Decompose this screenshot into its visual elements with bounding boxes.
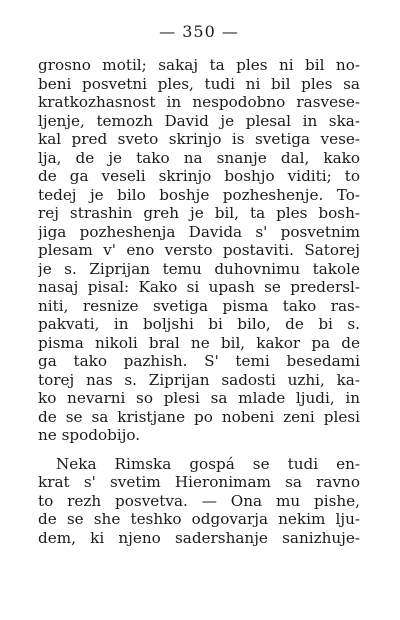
paragraph-2	[38, 455, 360, 548]
text-line: tedej je bilo boshje pozheshenje. To-	[38, 185, 360, 204]
text-line: niti, resnize svetiga pisma tako ras-	[38, 296, 360, 315]
text-line: rej strashin greh je bil, ta ples bosh-	[38, 204, 360, 222]
text-line: to rezh posvetva. — Ona mu pishe,	[38, 491, 360, 510]
paragraph-gap	[38, 445, 360, 455]
text-line: de ga veseli skrinjo boshjo viditi; to	[38, 167, 360, 185]
text-line: dem, ki njeno sadershanje sanizhuje-	[38, 528, 360, 547]
text-line: kratkozhasnost in nespodobno rasvese-	[38, 93, 360, 111]
text-line: ga tako pazhish. S' temi besedami	[38, 352, 360, 370]
text-line: krat s' svetim Hieronimam sa ravno	[38, 473, 360, 491]
paragraph-1	[38, 56, 360, 445]
page-number: — 350 —	[159, 22, 239, 41]
text-line: nasaj pisal: Kako si upash se predersl-	[38, 278, 360, 296]
text-line: torej nas s. Ziprijan sadosti uzhi, ka-	[38, 370, 360, 389]
text-line: de se sa kristjane po nobeni zeni plesi	[38, 407, 360, 426]
text-line: pakvati, in boljshi bi bilo, de bi s.	[38, 315, 360, 333]
text-line: je s. Ziprijan temu duhovnimu takole	[38, 259, 360, 278]
text-line: Neka Rimska gospá se tudi en-	[56, 454, 360, 473]
text-line: kal pred sveto skrinjo is svetiga vese-	[38, 130, 360, 148]
text-line: pisma nikoli bral ne bil, kakor pa de	[38, 333, 360, 352]
text-line: de se she teshko odgovarja nekim lju-	[38, 510, 360, 528]
text-line: beni posvetni ples, tudi ni bil ples sa	[38, 74, 360, 93]
text-line: ko nevarni so plesi sa mlade ljudi, in	[38, 389, 360, 407]
text-line: jiga pozheshenja Davida s' posvetnim	[38, 222, 360, 241]
text-line: plesam v' eno versto postaviti. Satorej	[38, 241, 360, 259]
text-line: ljenje, temozh David je plesal in ska-	[38, 111, 360, 130]
text-line: grosno motil; sakaj ta ples ni bil no-	[38, 56, 360, 74]
text-line: ne spodobijo.	[38, 426, 141, 444]
text-line: lja, de je tako na snanje dal, kako	[38, 148, 360, 167]
